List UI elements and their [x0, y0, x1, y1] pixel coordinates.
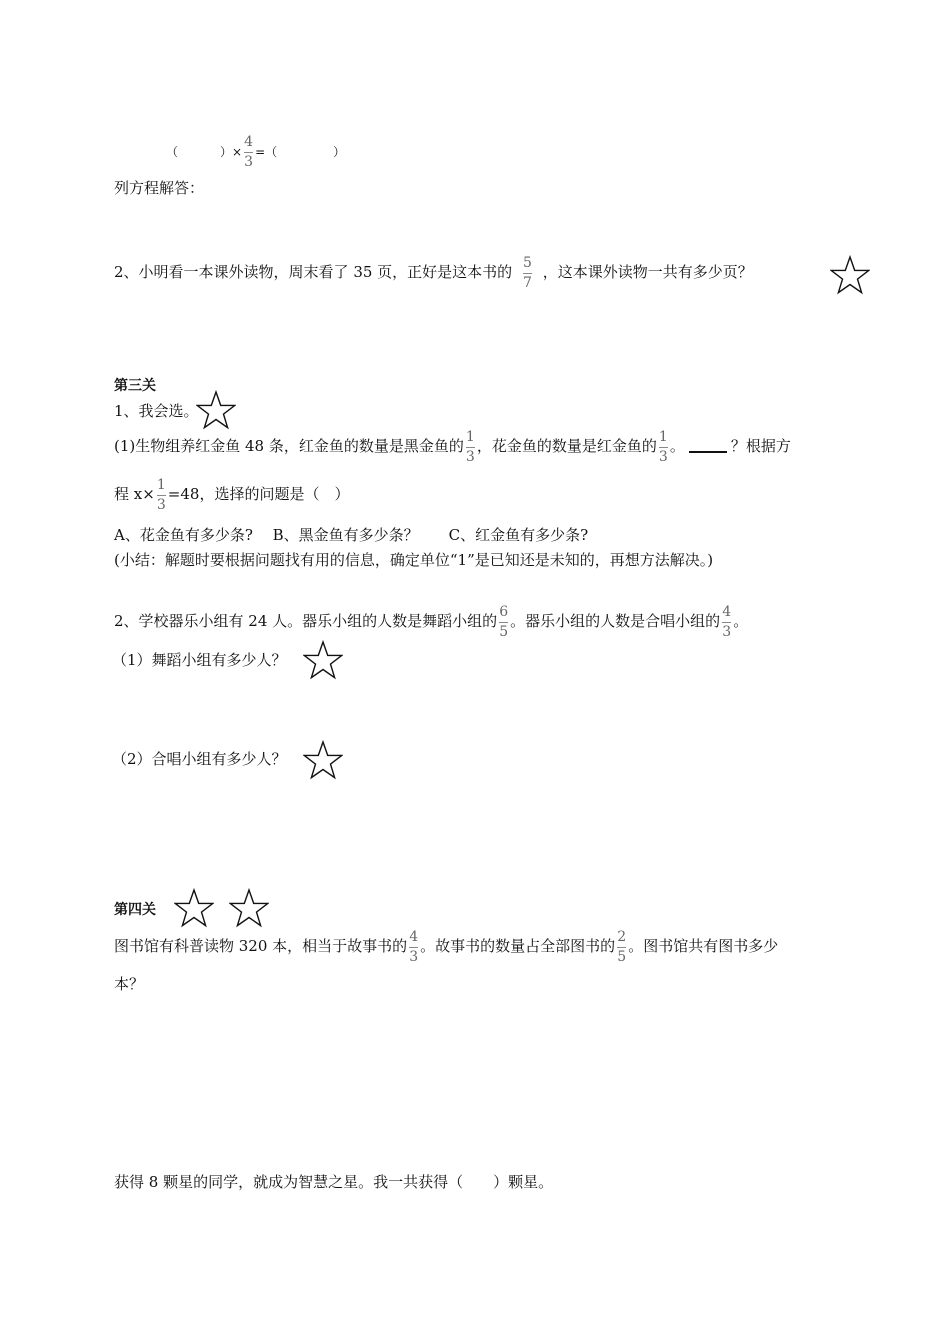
fraction: $\frac{4}{3}$: [722, 603, 732, 640]
star-icon: [830, 255, 870, 295]
level-3-options: A、花金鱼有多少条? B、黑金鱼有多少条？ C、红金鱼有多少条?: [114, 526, 589, 544]
level-3-item-1: 1、我会选。: [114, 402, 199, 420]
level-3-problem-line-1: (1)生物组养红金鱼 48 条，红金鱼的数量是黑金鱼的 $\frac{1}{3}$ ，花金鱼的数量是红金鱼的 $\frac{1}{3}$ 。 ？根据方: [114, 428, 791, 465]
fraction: $\frac{1}{3}$: [658, 428, 668, 465]
answer-blank[interactable]: [689, 441, 727, 453]
star-icon: [303, 640, 343, 680]
level-4-title: 第四关: [114, 902, 156, 918]
level-4-problem-line-2: 本？: [114, 975, 145, 993]
fraction: $\frac{4}{3}$: [244, 134, 254, 170]
star-icon: [196, 390, 236, 430]
fraction: $\frac{4}{3}$: [409, 928, 419, 965]
eq-times: ）×: [220, 145, 243, 159]
eq-equals: =（: [255, 145, 278, 159]
equation-line: [166, 134, 345, 171]
star-icon: [174, 888, 214, 928]
fraction: $\frac{2}{5}$: [617, 928, 627, 965]
star-icon: [303, 740, 343, 780]
level-3-title: 第三关: [114, 378, 156, 394]
level-3-problem-line-2: 程 x× $\frac{1}{3}$ =48，选择的问题是（ ）: [114, 476, 350, 513]
level-3-sub-question-2: （2）合唱小组有多少人？: [112, 750, 287, 768]
level-3-sub-question-1: （1）舞蹈小组有多少人？: [112, 651, 287, 669]
fraction: $\frac{1}{3}$: [156, 476, 166, 513]
level-4-problem-line-1: 图书馆有科普读物 320 本，相当于故事书的 $\frac{4}{3}$ 。故事书的数量占全部图书的 $\frac{2}{5}$ 。图书馆共有图书多少: [114, 928, 779, 965]
eq-open-paren: （: [166, 145, 179, 159]
instruction: 列方程解答：: [114, 179, 205, 197]
fraction: $\frac{5}{7}$: [522, 254, 532, 291]
question-2: 2、小明看一本课外读物，周末看了 35 页，正好是这本书的 $\frac{5}{7}$ ，这本课外读物一共有多少页？: [114, 254, 753, 291]
level-3-item-2: 2、学校器乐小组有 24 人。器乐小组的人数是舞蹈小组的 $\frac{6}{5}$ 。器乐小组的人数是合唱小组的 $\frac{4}{3}$ 。: [114, 603, 749, 640]
star-icon: [229, 888, 269, 928]
footer-text: 获得 8 颗星的同学，就成为智慧之星。我一共获得（ ）颗星。: [114, 1173, 554, 1191]
fraction: $\frac{6}{5}$: [499, 603, 509, 640]
fraction: $\frac{1}{3}$: [465, 428, 475, 465]
level-3-summary: (小结：解题时要根据问题找有用的信息，确定单位“1”是已知还是未知的，再想方法解决。): [114, 551, 714, 569]
eq-close-paren: ）: [333, 145, 346, 159]
